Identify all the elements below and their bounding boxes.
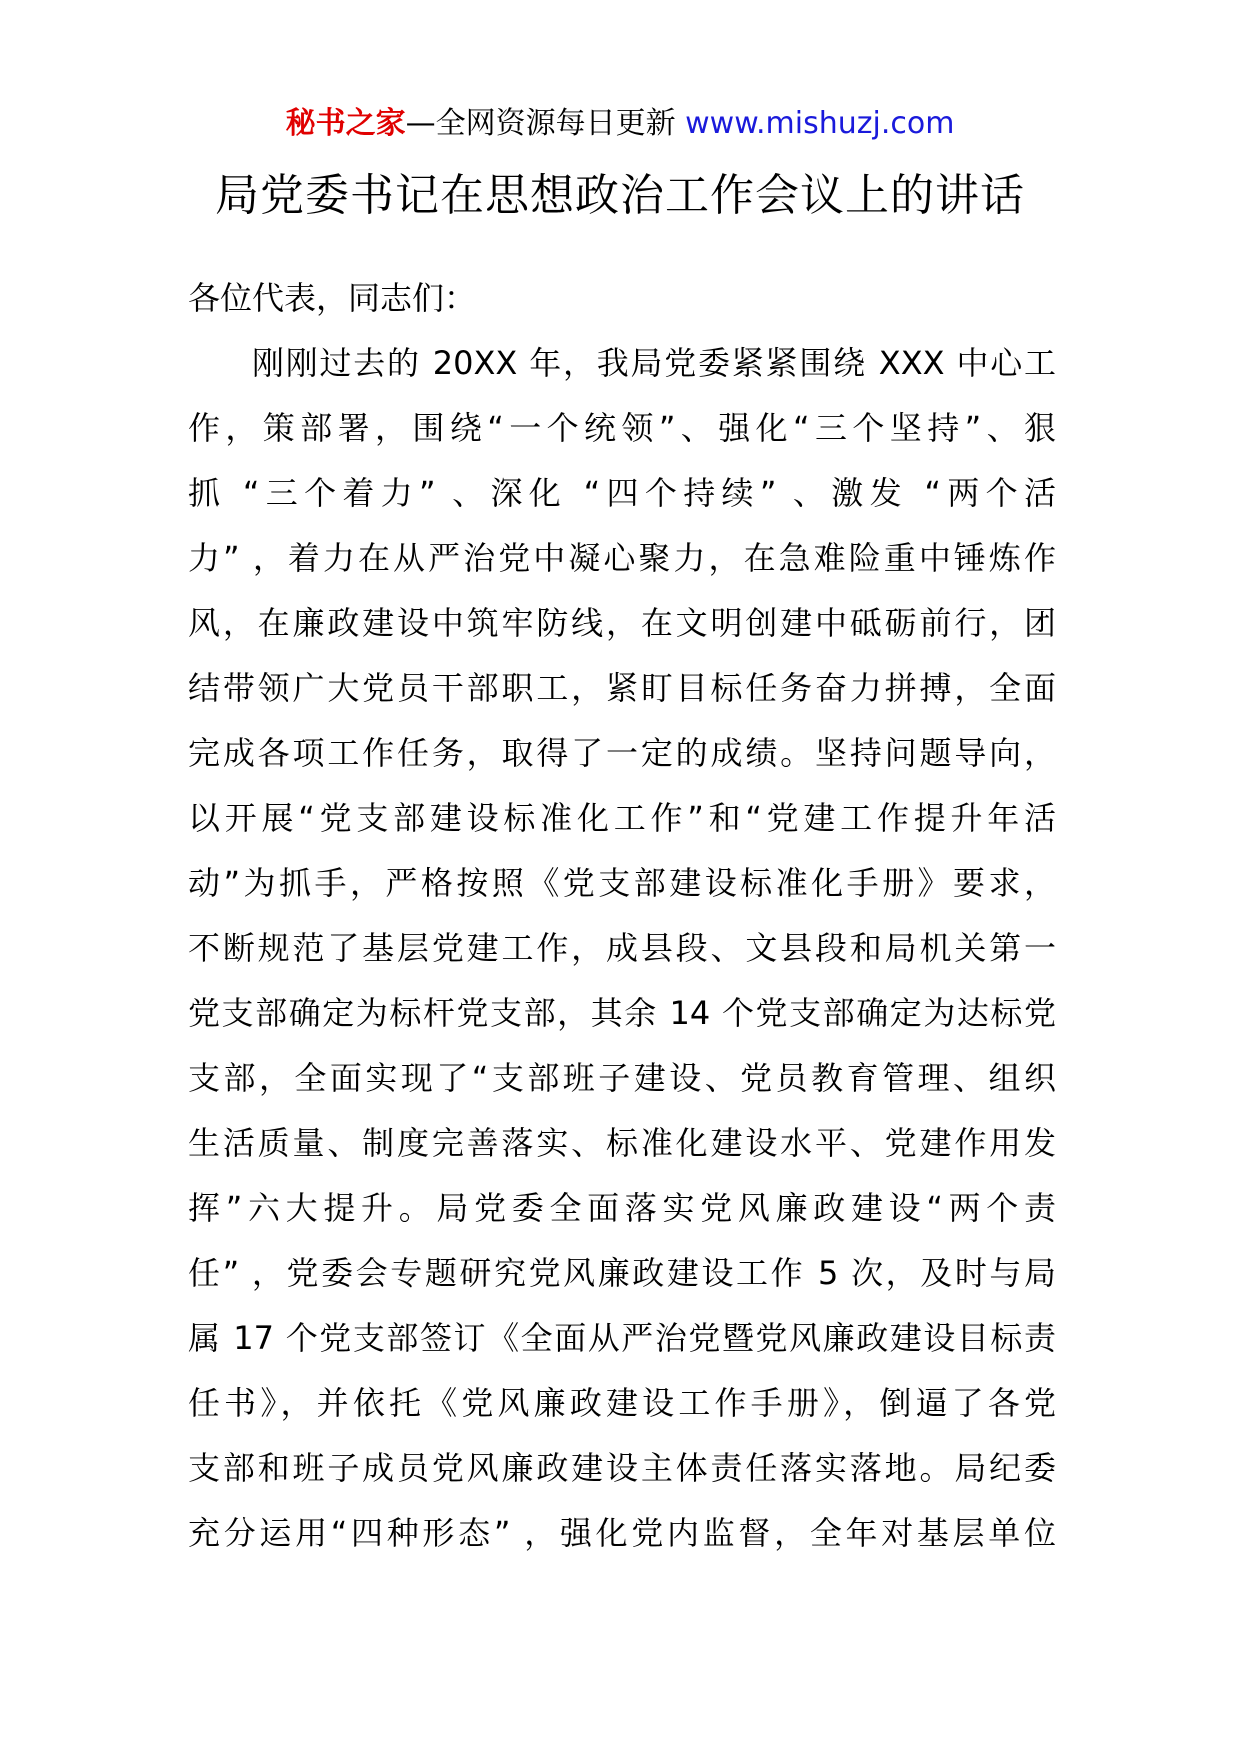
website-link[interactable]: www.mishuzj.com bbox=[685, 106, 955, 141]
site-banner bbox=[0, 104, 1240, 144]
text-line: 属 17 个党支部签订《全面从严治党暨党风廉政建设目标责 bbox=[188, 1319, 1056, 1357]
banner-tagline: —全网资源每日更新 bbox=[405, 106, 686, 141]
text-line: 结带领广大党员干部职工，紧盯目标任务奋力拼搏，全面 bbox=[188, 669, 1056, 707]
text-line: 生活质量、制度完善落实、标准化建设水平、党建作用发 bbox=[188, 1124, 1056, 1162]
text-line: 支部和班子成员党风廉政建设主体责任落实落地。局纪委 bbox=[188, 1449, 1056, 1487]
document-title: 局党委书记在思想政治工作会议上的讲话 bbox=[215, 170, 1025, 221]
text-line: 充分运用“四种形态” ，强化党内监督，全年对基层单位 bbox=[188, 1514, 1056, 1552]
text-line: 任书》，并依托《党风廉政建设工作手册》，倒逼了各党 bbox=[188, 1384, 1056, 1422]
text-line: 以开展“党支部建设标准化工作”和“党建工作提升年活 bbox=[188, 799, 1056, 837]
text-line: 抓 “三个着力” 、深化 “四个持续” 、激发 “两个活 bbox=[188, 474, 1056, 512]
text-line: 挥”六大提升。局党委全面落实党风廉政建设“两个责 bbox=[188, 1189, 1056, 1227]
text-line: 完成各项工作任务，取得了一定的成绩。坚持问题导向， bbox=[188, 734, 1056, 772]
text-line: 党支部确定为标杆党支部，其余 14 个党支部确定为达标党 bbox=[188, 994, 1056, 1032]
text-line: 力” ，着力在从严治党中凝心聚力，在急难险重中锤炼作 bbox=[188, 539, 1056, 577]
text-line: 风，在廉政建设中筑牢防线，在文明创建中砥砺前行，团 bbox=[188, 604, 1056, 642]
document-body bbox=[188, 266, 1056, 1566]
salutation: 各位代表，同志们： bbox=[188, 279, 477, 317]
text-line: 任” ，党委会专题研究党风廉政建设工作 5 次，及时与局 bbox=[188, 1254, 1056, 1292]
text-line: 作，策部署，围绕“一个统领”、强化“三个坚持”、狠 bbox=[188, 409, 1056, 447]
brand-name: 秘书之家 bbox=[285, 106, 406, 141]
body-paragraph bbox=[188, 331, 1056, 1566]
text-line: 动”为抓手，严格按照《党支部建设标准化手册》要求， bbox=[188, 864, 1056, 902]
text-line: 不断规范了基层党建工作，成县段、文县段和局机关第一 bbox=[188, 929, 1056, 967]
text-line: 刚刚过去的 20XX 年，我局党委紧紧围绕 XXX 中心工 bbox=[252, 344, 1056, 382]
text-line: 支部，全面实现了“支部班子建设、党员教育管理、组织 bbox=[188, 1059, 1056, 1097]
